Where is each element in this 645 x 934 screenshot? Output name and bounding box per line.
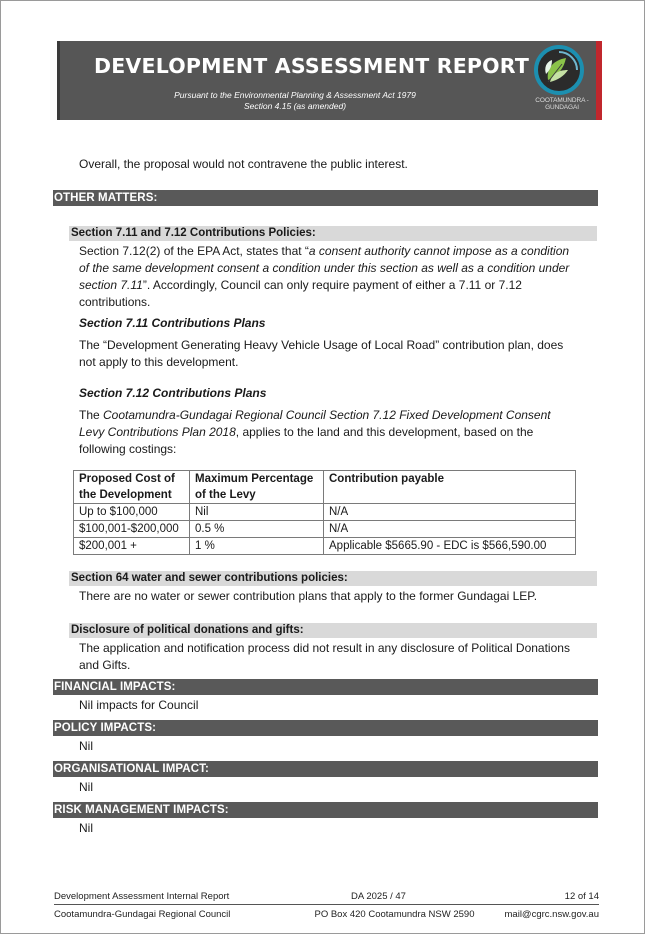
table-cell: 0.5 % xyxy=(190,521,324,538)
table-cell: Applicable $5665.90 - EDC is $566,590.00 xyxy=(324,538,576,555)
footer-council-name: Cootamundra-Gundagai Regional Council xyxy=(54,909,231,920)
table-cell: N/A xyxy=(324,504,576,521)
banner-accent-stripe xyxy=(596,41,602,120)
council-logo-text: COOTAMUNDRA - GUNDAGAI xyxy=(535,97,589,111)
section-bar-risk: RISK MANAGEMENT IMPACTS: xyxy=(53,802,598,818)
footer-row-contact xyxy=(54,909,599,921)
table-cell: 1 % xyxy=(190,538,324,555)
table-row xyxy=(74,538,576,555)
section-bar-organisational: ORGANISATIONAL IMPACT: xyxy=(53,761,598,777)
footer-page-number: 12 of 14 xyxy=(564,891,599,902)
footer-address: PO Box 420 Cootamundra NSW 2590 xyxy=(314,909,475,920)
risk-text: Nil xyxy=(79,821,93,835)
table-header-row xyxy=(74,471,576,504)
table-cell: Up to $100,000 xyxy=(74,504,190,521)
table-cell: $100,001-$200,000 xyxy=(74,521,190,538)
section-bar-other-matters: OTHER MATTERS: xyxy=(53,190,598,206)
report-title: DEVELOPMENT ASSESSMENT REPORT xyxy=(94,54,530,78)
footer-email-link[interactable]: mail@cgrc.nsw.gov.au xyxy=(504,909,599,920)
donations-paragraph: The application and notification process did not result in any disclosure of Political Donations and Gifts. xyxy=(79,641,570,672)
table-header-cell: Proposed Cost of the Development xyxy=(74,471,190,504)
table-cell: N/A xyxy=(324,521,576,538)
s711-paragraph: The “Development Generating Heavy Vehicle Usage of Local Road” contribution plan, does not apply to this development. xyxy=(79,338,564,369)
table-cell: $200,001 + xyxy=(74,538,190,555)
financial-text: Nil impacts for Council xyxy=(79,698,199,712)
report-banner xyxy=(57,41,602,120)
section-bar-policy: POLICY IMPACTS: xyxy=(53,720,598,736)
table-cell: Nil xyxy=(190,504,324,521)
levy-table xyxy=(73,470,576,555)
footer-da-number: DA 2025 / 47 xyxy=(351,891,406,902)
table-header-cell: Maximum Percentage of the Levy xyxy=(190,471,324,504)
subsection-bar-water-sewer: Section 64 water and sewer contributions policies: xyxy=(69,571,597,586)
intro-paragraph: Overall, the proposal would not contravene the public interest. xyxy=(79,157,408,171)
water-sewer-paragraph: There are no water or sewer contribution plans that apply to the former Gundagai LEP. xyxy=(79,589,538,603)
report-subtitle-section: Section 4.15 (as amended) xyxy=(243,101,347,111)
footer-divider xyxy=(54,904,599,905)
s711-heading: Section 7.11 Contributions Plans xyxy=(79,316,266,330)
s712-heading: Section 7.12 Contributions Plans xyxy=(79,386,267,400)
policy-text: Nil xyxy=(79,739,93,753)
footer-row-report xyxy=(54,891,599,903)
s712-paragraph: The Cootamundra-Gundagai Regional Council Section 7.12 Fixed Development Consent Levy Contributions Plan 2018, applies to the land and this development, based on the following costings: xyxy=(79,408,551,456)
organisational-text: Nil xyxy=(79,780,93,794)
contributions-paragraph: Section 7.12(2) of the EPA Act, states that “a consent authority cannot impose as a condition of the same development consent a condition under this section as well as a condition under section 7.11”. Accordingly, Council can only require payment of either a 7.11 or 7.12 contributions. xyxy=(79,244,570,309)
table-row xyxy=(74,504,576,521)
subsection-bar-contributions: Section 7.11 and 7.12 Contributions Policies: xyxy=(69,226,597,241)
table-row xyxy=(74,521,576,538)
subsection-bar-donations: Disclosure of political donations and gifts: xyxy=(69,623,597,638)
report-subtitle-act: Pursuant to the Environmental Planning & Assessment Act 1979 xyxy=(174,90,416,100)
footer-report-name: Development Assessment Internal Report xyxy=(54,891,230,902)
section-bar-financial: FINANCIAL IMPACTS: xyxy=(53,679,598,695)
table-header-cell: Contribution payable xyxy=(324,471,576,504)
